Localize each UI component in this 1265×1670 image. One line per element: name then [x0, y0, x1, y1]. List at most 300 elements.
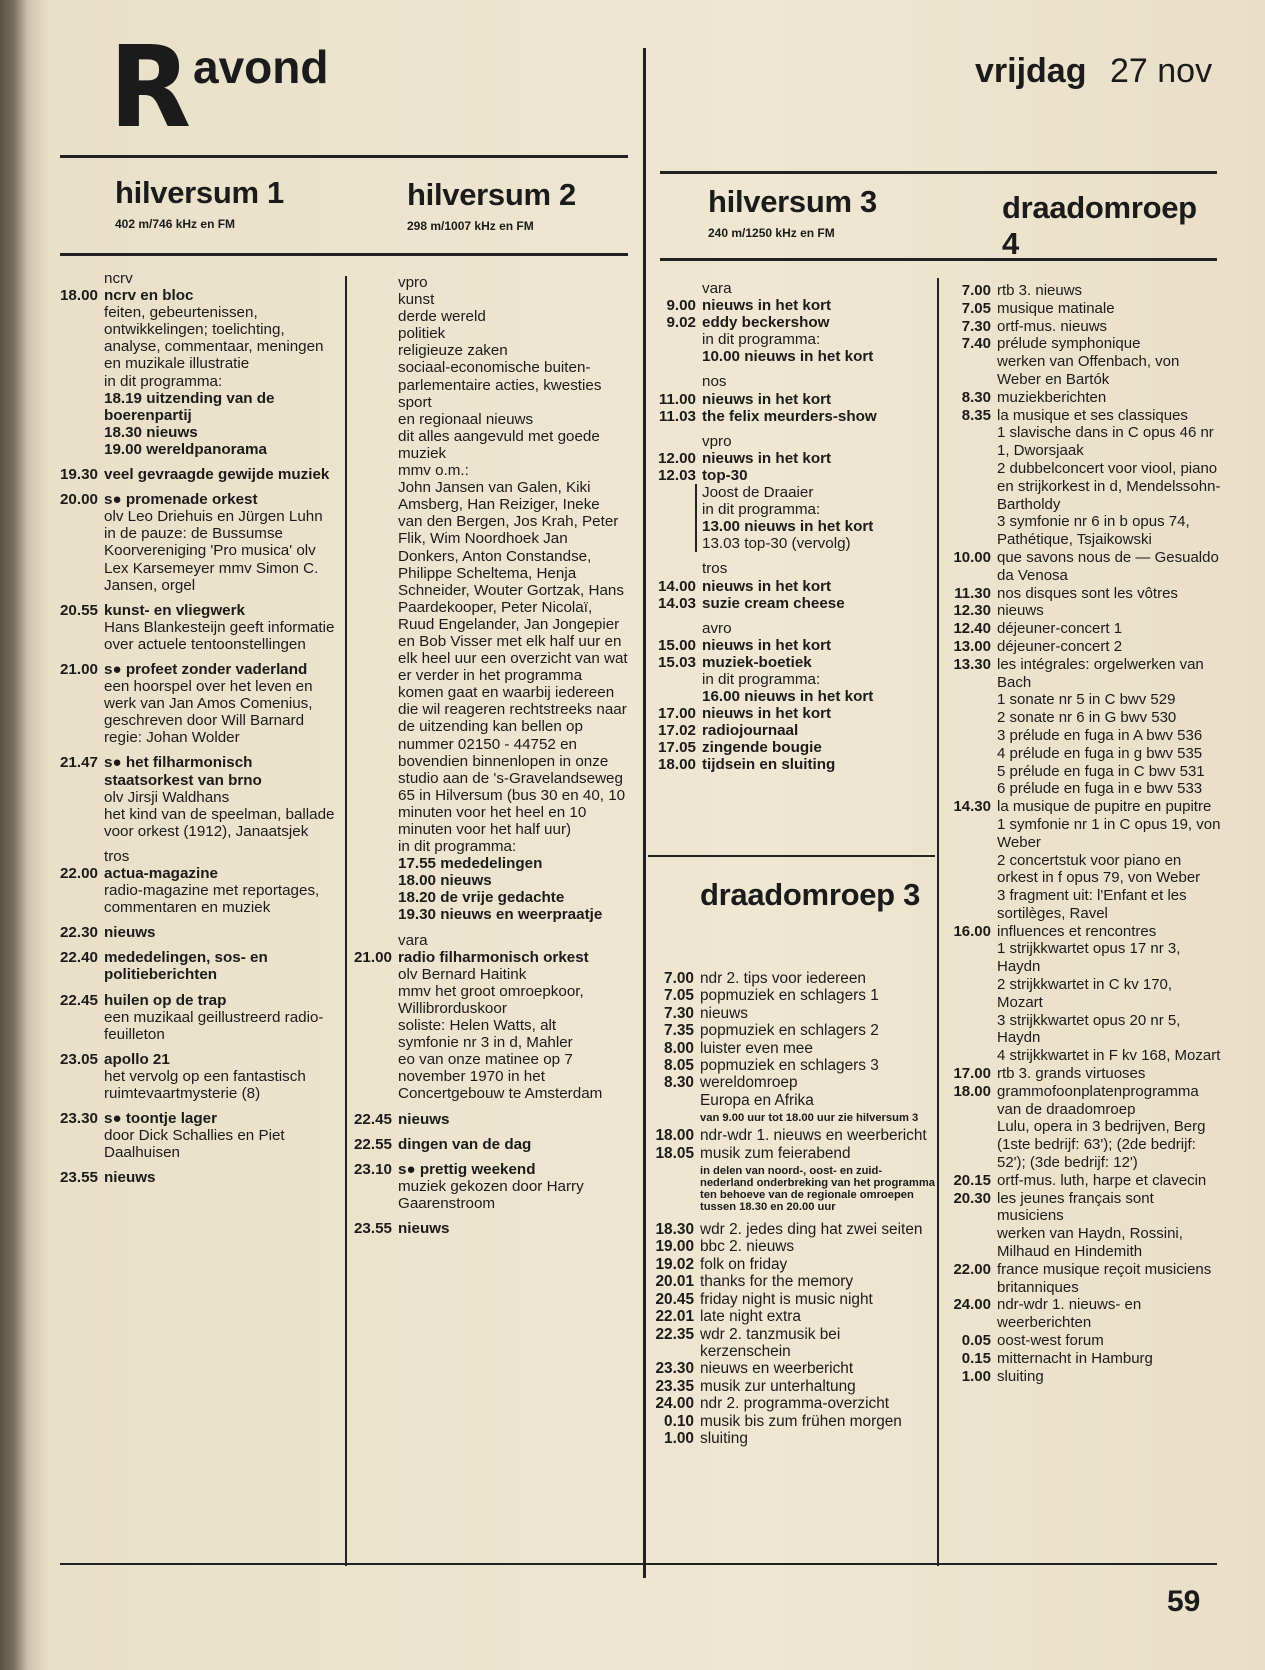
- program-time: 20.30: [953, 1189, 991, 1207]
- program-title: muziek-boetiek: [702, 653, 812, 671]
- program-time: 12.30: [953, 602, 991, 620]
- program-entry: [664, 1057, 935, 1075]
- program-detail: [398, 966, 628, 983]
- program-entry: [953, 1082, 1222, 1119]
- program-detail: [702, 560, 934, 577]
- program-entry: [59, 924, 336, 942]
- divider-rule: [648, 855, 935, 857]
- program-time: 0.05: [961, 1332, 991, 1350]
- program-time: 15.00: [657, 636, 696, 654]
- program-time: 12.00: [657, 449, 696, 467]
- program-text: 1 slavische dans in C opus 46 nr 1, Dworsjaak: [997, 424, 1214, 460]
- program-title: nieuws: [104, 1169, 156, 1187]
- program-detail: [702, 373, 934, 390]
- program-detail: [398, 889, 628, 906]
- program-time: 14.00: [657, 577, 696, 595]
- program-time: 18.00: [59, 287, 98, 305]
- program-title: wdr 2. tanzmusik bei kerzenschein: [700, 1325, 841, 1360]
- program-detail: [398, 1178, 628, 1212]
- program-entry: [655, 1377, 935, 1395]
- program-detail: [398, 462, 628, 479]
- program-title: nieuws in het kort: [702, 390, 832, 408]
- program-text: avro: [702, 619, 732, 637]
- program-title: zingende bougie: [702, 739, 822, 757]
- program-time: 8.05: [664, 1057, 694, 1075]
- program-time: 7.00: [664, 970, 694, 987]
- section-letter: R: [109, 23, 192, 153]
- program-text: radio-magazine met reportages, commentaren en muziek: [104, 882, 320, 917]
- program-time: 23.35: [655, 1377, 694, 1395]
- program-time: 1.00: [961, 1367, 991, 1385]
- program-entry: [657, 466, 934, 484]
- program-text: symfonie nr 3 in d, Mahler: [398, 1034, 573, 1052]
- program-time: 8.35: [961, 406, 991, 424]
- program-detail: [997, 691, 1222, 709]
- station-hilversum-1: [115, 177, 284, 231]
- program-title: sluiting: [700, 1429, 748, 1447]
- program-title: nieuws in het kort: [702, 705, 832, 723]
- program-entry: [953, 655, 1222, 692]
- program-time: 9.02: [666, 314, 696, 332]
- program-detail: [702, 671, 934, 688]
- program-text: kunst: [398, 291, 435, 309]
- program-entry: [961, 1332, 1222, 1350]
- program-time: 7.05: [961, 299, 991, 317]
- program-entry: [59, 466, 336, 484]
- program-column-draadomroep-3: [655, 970, 935, 1447]
- program-time: 21.00: [59, 660, 98, 678]
- program-title: ndr 2. tips voor iedereen: [700, 970, 866, 987]
- program-text: 10.00 nieuws in het kort: [702, 348, 874, 366]
- program-time: 24.00: [953, 1296, 991, 1314]
- divider-rule: [60, 1563, 1217, 1565]
- program-entry: [59, 949, 336, 984]
- program-entry: [657, 739, 934, 757]
- program-time: 17.00: [657, 705, 696, 723]
- program-entry: [657, 705, 934, 723]
- program-time: 12.03: [657, 466, 696, 484]
- program-title: apollo 21: [104, 1050, 170, 1068]
- program-time: 8.30: [664, 1074, 694, 1092]
- program-time: 17.05: [657, 739, 696, 757]
- program-detail: [398, 983, 628, 1017]
- program-text: 19.30 nieuws en weerpraatje: [398, 906, 603, 924]
- program-title: musik zum feierabend: [700, 1144, 851, 1162]
- program-detail: [398, 411, 628, 428]
- program-title: rtb 3. nieuws: [997, 282, 1083, 299]
- program-detail: [997, 709, 1222, 727]
- program-time: 18.30: [655, 1221, 694, 1239]
- program-entry: [664, 1429, 935, 1447]
- program-text: John Jansen van Galen, Kiki Amsberg, Han Reiziger, Ineke van den Bergen, Jos Krah, Peter Flik, Wim Noordhoek Jan Donkers, Anton Constandse, Philippe Scheltema, Henja Schneider, Wouter Gortzak, Hans Paardekooper, Peter Nicolaï, Ruud Engelander, Jan Jongepier en Bob Visser met elk half uur en elk heel uur een overzicht van wat er verder in het programma komen gaat en waarbij iedereen die wil reageren rechtstreeks naar de uitzending kan bellen op nummer 02150 - 44752 en bovendien binnenlopen in onze studio aan de 's-Gravelandseweg 65 in Hilversum (bus 30 en 40, 10 minuten voor het heel en 10 minuten voor het half uur): [398, 479, 628, 838]
- station-name: hilversum 3: [708, 184, 878, 219]
- program-time: 21.00: [353, 948, 392, 966]
- program-title: the felix meurders-show: [702, 407, 877, 425]
- program-text: mmv het groot omroepkoor, Willibrorduskoor: [398, 982, 584, 1017]
- program-text: 18.19 uitzending van de boerenpartij: [104, 389, 275, 424]
- program-title: déjeuner-concert 1: [997, 620, 1123, 638]
- program-text: in delen van noord-, oost- en zuid-nederland onderbreking van het programma ten behoeve van de regionale omroepen tussen 18.30 en 20.00 uur: [700, 1165, 935, 1214]
- program-text: eo van onze matinee op 7 november 1970 in het Concertgebouw te Amsterdam: [398, 1051, 603, 1103]
- program-time: 22.45: [353, 1110, 392, 1128]
- program-title: dingen van de dag: [398, 1135, 532, 1153]
- program-text: het vervolg op een fantastisch ruimtevaartmysterie (8): [104, 1067, 306, 1103]
- program-time: 17.02: [657, 722, 696, 740]
- program-entry: [655, 1238, 935, 1256]
- program-time: 24.00: [655, 1395, 694, 1413]
- program-text: 4 strijkkwartet in F kv 168, Mozart: [997, 1047, 1221, 1065]
- program-time: 23.05: [59, 1050, 98, 1068]
- program-text: 6 prélude en fuga in e bwv 533: [997, 780, 1203, 798]
- program-title: promenade orkest: [125, 491, 258, 509]
- program-entry: [655, 1255, 935, 1273]
- program-time: 9.00: [666, 297, 696, 315]
- program-time: 20.45: [655, 1290, 694, 1308]
- program-detail: [997, 1047, 1222, 1065]
- program-time: 7.35: [664, 1022, 694, 1040]
- program-time: 13.00: [953, 637, 991, 655]
- program-text: sociaal-economische buiten-parlementaire acties, kwesties: [398, 359, 602, 394]
- program-text: politiek: [398, 325, 446, 343]
- program-text: een muzikaal geillustreerd radio-feuilleton: [104, 1008, 324, 1043]
- program-detail: [997, 1118, 1222, 1171]
- program-text: 17.55 mededelingen: [398, 855, 543, 873]
- program-detail: [997, 424, 1222, 460]
- program-text: olv Bernard Haitink: [398, 965, 527, 983]
- program-detail: [997, 745, 1222, 763]
- station-name: draadomroep 4: [1002, 190, 1197, 261]
- program-title: radio filharmonisch orkest: [398, 948, 589, 966]
- program-entry: [953, 1171, 1222, 1190]
- program-entry: [59, 491, 336, 509]
- program-detail: [104, 424, 336, 441]
- program-text: derde wereld: [398, 308, 486, 326]
- program-title: nieuws: [997, 602, 1044, 620]
- program-entry: [657, 449, 934, 467]
- program-title: ortf-mus. luth, harpe et clavecin: [997, 1171, 1207, 1189]
- program-title: nieuws: [700, 1004, 748, 1022]
- program-title: mitternacht in Hamburg: [997, 1349, 1153, 1367]
- program-detail: [997, 976, 1222, 1012]
- station-name: hilversum 2: [407, 177, 577, 212]
- program-column-hilversum-3: [657, 280, 934, 774]
- program-time: 20.00: [59, 491, 98, 509]
- program-entry: [666, 297, 934, 315]
- program-time: 7.30: [664, 1004, 694, 1022]
- program-time: 0.10: [664, 1412, 694, 1430]
- program-entry: [657, 722, 934, 740]
- program-text: werken van Haydn, Rossini, Milhaud en Hindemith: [997, 1225, 1183, 1261]
- column-rule: [643, 48, 646, 1578]
- program-entry: [658, 407, 934, 425]
- program-detail: [104, 1009, 336, 1043]
- program-entry: [59, 601, 336, 619]
- program-text: door Dick Schallies en Piet Daalhuisen: [104, 1127, 285, 1162]
- program-time: 8.30: [961, 388, 991, 406]
- program-text: in de pauze: de Bussumse Koorvereniging 'Pro musica' olv Lex Karsemeyer mmv Simon C. Jansen, orgel: [104, 525, 319, 594]
- column-rule: [937, 278, 939, 1566]
- program-title: profeet zonder vaderland: [125, 660, 308, 678]
- program-text: 3 strijkkwartet opus 20 nr 5, Haydn: [997, 1011, 1181, 1047]
- program-title: nieuws: [398, 1219, 450, 1237]
- station-frequency: 298 m/1007 kHz en FM: [407, 219, 534, 233]
- program-time: 0.15: [961, 1349, 991, 1367]
- program-time: 18.00: [657, 756, 696, 774]
- program-title: ortf-mus. nieuws: [997, 317, 1108, 335]
- stereo-marker: s●: [104, 491, 122, 509]
- program-detail: [398, 838, 628, 855]
- program-time: 7.00: [961, 282, 991, 299]
- program-detail: [702, 331, 934, 348]
- program-detail: [104, 304, 336, 372]
- station-draadomroep-3: [700, 876, 930, 914]
- program-detail: [997, 852, 1222, 888]
- program-column-draadomroep-4: [953, 282, 1222, 1385]
- program-detail: [702, 688, 934, 705]
- program-title: actua-magazine: [104, 865, 218, 882]
- program-entry: [953, 1189, 1222, 1226]
- program-text: tros: [104, 847, 130, 865]
- program-detail: [398, 359, 628, 393]
- program-title: kunst- en vliegwerk: [104, 601, 245, 619]
- program-detail: [104, 525, 336, 593]
- program-text: olv Jirsji Waldhans: [104, 788, 230, 806]
- program-title: muziekberichten: [997, 388, 1107, 406]
- program-detail: [398, 855, 628, 872]
- program-entry: [59, 865, 336, 882]
- program-text: 1 sonate nr 5 in C bwv 529: [997, 691, 1176, 709]
- program-title: musik bis zum frühen morgen: [700, 1412, 902, 1430]
- program-time: 23.30: [655, 1360, 694, 1378]
- program-title: radiojournaal: [702, 722, 799, 740]
- program-time: 23.10: [353, 1160, 392, 1178]
- program-time: 22.35: [655, 1325, 694, 1343]
- station-frequency: 240 m/1250 kHz en FM: [708, 226, 835, 240]
- program-time: 22.30: [59, 924, 98, 942]
- program-detail: [997, 1012, 1222, 1048]
- stereo-marker: s●: [104, 1110, 122, 1128]
- program-entry: [658, 390, 934, 408]
- program-title: les jeunes français sont musiciens: [997, 1189, 1154, 1225]
- program-detail: [104, 390, 336, 424]
- program-column-hilversum-1: [59, 270, 336, 1187]
- program-title: top-30: [702, 466, 748, 484]
- program-entry: [953, 1260, 1222, 1297]
- program-title: prettig weekend: [419, 1160, 536, 1178]
- program-time: 18.00: [655, 1127, 694, 1145]
- program-text: Lulu, opera in 3 bedrijven, Berg (1ste bedrijf: 63'); (2de bedrijf: 52'); (3de bedrijf: 12'): [997, 1118, 1206, 1172]
- program-title: wereldomroep: [700, 1074, 798, 1092]
- program-detail: [398, 308, 628, 325]
- program-time: 21.47: [59, 754, 98, 772]
- program-title: popmuziek en schlagers 1: [700, 987, 879, 1005]
- program-title: veel gevraagde gewijde muziek: [104, 466, 330, 484]
- program-time: 19.02: [655, 1255, 694, 1273]
- program-text: 2 sonate nr 6 in G bwv 530: [997, 709, 1177, 727]
- program-time: 22.01: [655, 1308, 694, 1326]
- program-title: sluiting: [997, 1367, 1044, 1385]
- program-entry: [353, 1160, 628, 1178]
- program-entry: [655, 1144, 935, 1162]
- program-entry: [953, 798, 1222, 816]
- page-number: 59: [1167, 1585, 1201, 1618]
- program-text: 19.00 wereldpanorama: [104, 440, 267, 458]
- program-detail: [104, 441, 336, 458]
- program-detail: [398, 1051, 628, 1102]
- program-entry: [666, 314, 934, 332]
- program-text: in dit programma:: [104, 372, 223, 390]
- program-detail: [104, 1127, 336, 1161]
- program-text: in dit programma:: [702, 331, 821, 349]
- program-entry: [953, 637, 1222, 656]
- program-time: 11.03: [658, 407, 696, 425]
- program-title: nos disques sont les vôtres: [997, 584, 1178, 602]
- program-text: vpro: [702, 432, 732, 450]
- program-entry: [953, 620, 1222, 638]
- program-text: 13.00 nieuws in het kort: [702, 518, 874, 536]
- program-text: sport: [398, 393, 432, 411]
- program-title: bbc 2. nieuws: [700, 1238, 795, 1256]
- program-title: het filharmonisch staatsorkest van brno: [104, 754, 262, 789]
- program-title: wdr 2. jedes ding hat zwei seiten: [700, 1221, 923, 1239]
- program-time: 12.40: [953, 620, 991, 638]
- program-entry: [657, 636, 934, 654]
- program-detail: [695, 484, 934, 501]
- program-entry: [655, 1273, 935, 1291]
- program-entry: [655, 1221, 935, 1239]
- program-detail: [695, 535, 934, 552]
- program-entry: [59, 1110, 336, 1128]
- program-detail: [398, 342, 628, 359]
- program-text: ncrv: [104, 270, 133, 287]
- program-text: en regionaal nieuws: [398, 410, 534, 428]
- program-entry: [954, 584, 1222, 603]
- station-hilversum-3: [708, 186, 877, 240]
- program-text: vpro: [398, 274, 428, 291]
- program-title: musique matinale: [997, 299, 1115, 317]
- program-entry: [664, 987, 935, 1005]
- program-time: 14.30: [953, 798, 991, 816]
- program-entry: [961, 406, 1222, 425]
- program-text: 18.30 nieuws: [104, 423, 198, 441]
- program-title: nieuws in het kort: [702, 297, 832, 315]
- program-title: les intégrales: orgelwerken van Bach: [997, 655, 1204, 691]
- program-text: 4 prélude en fuga in g bwv 535: [997, 744, 1203, 762]
- program-detail: [398, 1034, 628, 1051]
- program-time: 11.30: [954, 584, 991, 602]
- program-entry: [961, 335, 1222, 353]
- program-text: 13.03 top-30 (vervolg): [702, 535, 851, 553]
- program-text: 3 fragment uit: l'Enfant et les sortilèges, Ravel: [997, 887, 1187, 922]
- station-draadomroep-4: [1002, 190, 1217, 262]
- program-time: 22.00: [59, 865, 98, 882]
- program-time: 7.05: [664, 987, 694, 1005]
- station-hilversum-2: [407, 179, 576, 233]
- program-text: Europa en Afrika: [700, 1091, 814, 1109]
- program-entry: [353, 1110, 628, 1128]
- program-text: vara: [398, 931, 428, 949]
- program-detail: [702, 620, 934, 637]
- program-detail: [398, 325, 628, 342]
- program-entry: [953, 548, 1222, 585]
- program-entry: [961, 1367, 1222, 1386]
- program-title: thanks for the memory: [700, 1273, 854, 1291]
- program-text: in dit programma:: [398, 838, 517, 856]
- program-title: popmuziek en schlagers 2: [700, 1022, 879, 1040]
- program-text: 18.00 nieuws: [398, 872, 492, 890]
- program-detail: [104, 1068, 336, 1102]
- program-text: 3 prélude en fuga in A bwv 536: [997, 726, 1203, 744]
- program-title: eddy beckershow: [702, 314, 830, 332]
- program-text: in dit programma:: [702, 501, 821, 519]
- program-text: Hans Blankesteijn geeft informatie over actuele tentoonstellingen: [104, 618, 335, 653]
- stereo-marker: s●: [398, 1160, 416, 1178]
- program-entry: [59, 991, 336, 1009]
- program-text: vara: [702, 280, 732, 297]
- program-entry: [655, 1290, 935, 1308]
- program-entry: [59, 660, 336, 678]
- program-entry: [953, 922, 1222, 941]
- program-detail: [997, 460, 1222, 513]
- program-entry: [664, 1004, 935, 1022]
- program-time: 7.40: [961, 335, 991, 353]
- program-detail: [398, 872, 628, 889]
- program-text: soliste: Helen Watts, alt: [398, 1017, 557, 1035]
- program-title: nieuws: [104, 924, 156, 942]
- program-title: nieuws: [398, 1110, 450, 1128]
- program-time: 22.55: [353, 1135, 392, 1153]
- program-time: 15.03: [657, 653, 696, 671]
- program-entry: [655, 1127, 935, 1145]
- program-title: rtb 3. grands virtuoses: [997, 1065, 1146, 1083]
- program-detail: [398, 906, 628, 923]
- program-detail: [398, 1017, 628, 1034]
- program-time: 19.00: [655, 1238, 694, 1256]
- program-detail: [398, 394, 628, 411]
- program-text: het kind van de speelman, ballade voor orkest (1912), Janaatsjek: [104, 805, 335, 840]
- program-entry: [655, 1308, 935, 1326]
- program-entry: [953, 1065, 1222, 1083]
- program-title: ndr-wdr 1. nieuws- en weerberichten: [997, 1296, 1142, 1332]
- program-entry: [961, 388, 1222, 407]
- program-entry: [655, 1325, 935, 1361]
- program-detail: [398, 291, 628, 308]
- program-title: la musique et ses classiques: [997, 406, 1188, 424]
- program-title: ndr-wdr 1. nieuws en weerbericht: [700, 1127, 927, 1145]
- station-name: draadomroep 3: [700, 877, 921, 912]
- program-detail: [997, 513, 1222, 549]
- program-time: 8.00: [664, 1039, 694, 1057]
- program-time: 23.55: [353, 1219, 392, 1237]
- program-text: tros: [702, 560, 728, 578]
- program-title: france musique reçoit musiciens britanniques: [997, 1260, 1212, 1296]
- program-detail: [997, 940, 1222, 976]
- program-text: 16.00 nieuws in het kort: [702, 688, 874, 706]
- program-time: 14.03: [657, 594, 696, 612]
- program-detail: [104, 508, 336, 525]
- section-title: avond: [193, 41, 329, 93]
- program-entry: [59, 1050, 336, 1068]
- column-rule: [345, 276, 347, 1566]
- program-entry: [59, 754, 336, 789]
- program-detail: [398, 932, 628, 949]
- program-title: folk on friday: [700, 1255, 788, 1273]
- program-title: suzie cream cheese: [702, 594, 845, 612]
- program-time: 20.15: [953, 1171, 991, 1189]
- program-entry: [353, 948, 628, 966]
- program-detail: [997, 816, 1222, 852]
- program-title: prélude symphonique: [997, 335, 1141, 353]
